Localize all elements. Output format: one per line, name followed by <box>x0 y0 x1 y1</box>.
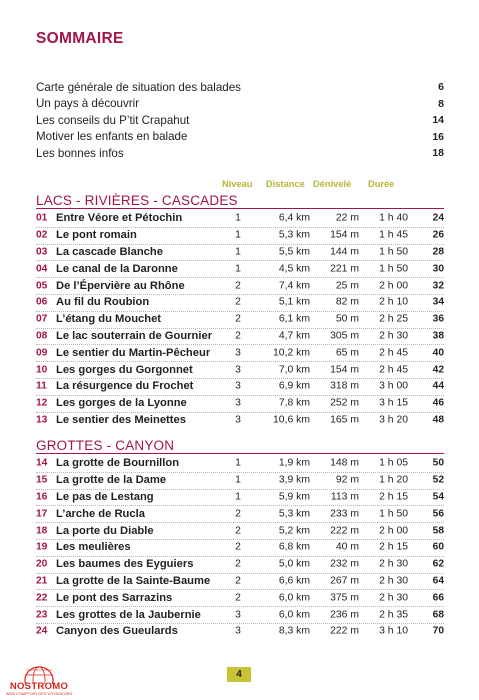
walk-elevation: 50 m <box>335 313 359 325</box>
logo-wordmark: NOSTROMO <box>9 681 69 692</box>
toc-row[interactable] <box>36 455 444 472</box>
walk-duration: 2 h 10 <box>379 296 408 308</box>
toc-row[interactable] <box>36 378 444 395</box>
walk-level: 3 <box>235 380 241 392</box>
walk-distance: 3,9 km <box>278 474 310 486</box>
walk-page: 54 <box>432 491 444 503</box>
column-header-duree: Durée <box>368 179 395 189</box>
toc-row[interactable] <box>36 361 444 378</box>
walk-level: 2 <box>235 508 241 520</box>
toc-row[interactable] <box>36 260 444 277</box>
walk-elevation: 154 m <box>330 229 359 241</box>
walk-name: Les gorges du Gorgonnet <box>56 363 193 376</box>
walk-name: L’étang du Mouchet <box>56 313 162 326</box>
walk-elevation: 375 m <box>330 592 359 604</box>
walk-name: Les meulières <box>56 541 131 554</box>
walk-page: 56 <box>432 508 444 520</box>
intro-item-label: Un pays à découvrir <box>36 97 140 111</box>
page-title: SOMMAIRE <box>36 30 124 47</box>
walk-distance: 5,1 km <box>278 296 310 308</box>
walk-duration: 1 h 45 <box>379 229 408 241</box>
walk-duration: 2 h 00 <box>379 525 408 537</box>
item-number: 15 <box>36 474 48 486</box>
intro-item-page: 8 <box>438 97 444 110</box>
walk-page: 42 <box>432 364 444 376</box>
walk-page: 66 <box>432 592 444 604</box>
item-number: 19 <box>36 541 48 553</box>
section-divider <box>36 208 444 209</box>
walk-name: Les grottes de la Jaubernie <box>56 608 201 621</box>
toc-row[interactable] <box>36 395 444 412</box>
column-header-distance: Distance <box>266 179 305 189</box>
walk-duration: 2 h 30 <box>379 558 408 570</box>
column-header-denivele: Dénivelé <box>313 179 352 189</box>
walk-distance: 8,3 km <box>278 625 310 637</box>
walk-level: 1 <box>235 246 241 258</box>
walk-page: 68 <box>432 609 444 621</box>
walk-distance: 6,0 km <box>278 592 310 604</box>
walk-distance: 6,9 km <box>278 380 310 392</box>
toc-row[interactable] <box>36 556 444 573</box>
walk-level: 2 <box>235 541 241 553</box>
toc-row[interactable] <box>36 328 444 345</box>
intro-item-label: Les conseils du P’tit Crapahut <box>36 113 190 127</box>
toc-row[interactable] <box>36 505 444 522</box>
intro-list <box>36 79 444 162</box>
walk-elevation: 165 m <box>330 414 359 426</box>
walk-distance: 6,8 km <box>278 541 310 553</box>
item-number: 09 <box>36 347 48 359</box>
intro-item-label: Carte générale de situation des balades <box>36 80 241 94</box>
walk-duration: 1 h 05 <box>379 457 408 469</box>
toc-row[interactable] <box>36 210 444 227</box>
item-number: 06 <box>36 296 48 308</box>
walk-duration: 2 h 45 <box>379 364 408 376</box>
toc-row[interactable] <box>36 344 444 361</box>
toc-row[interactable] <box>36 412 444 429</box>
item-number: 07 <box>36 313 48 325</box>
walk-elevation: 25 m <box>335 280 359 292</box>
intro-item-page: 6 <box>438 81 444 94</box>
walk-elevation: 267 m <box>330 575 359 587</box>
walk-distance: 5,5 km <box>278 246 310 258</box>
walk-name: Canyon des Gueulards <box>56 625 178 638</box>
walk-page: 52 <box>432 474 444 486</box>
toc-row[interactable] <box>36 589 444 606</box>
walk-level: 1 <box>235 263 241 275</box>
intro-item-page: 16 <box>432 130 444 143</box>
walk-name: Entre Véore et Pétochin <box>56 212 183 225</box>
intro-item[interactable] <box>36 145 444 162</box>
walk-page: 36 <box>432 313 444 325</box>
item-number: 21 <box>36 575 48 587</box>
walk-duration: 1 h 50 <box>379 263 408 275</box>
walk-level: 1 <box>235 212 241 224</box>
item-number: 17 <box>36 508 48 520</box>
intro-item-label: Motiver les enfants en balade <box>36 130 188 144</box>
walk-elevation: 233 m <box>330 508 359 520</box>
item-number: 20 <box>36 558 48 570</box>
walk-duration: 1 h 40 <box>379 212 408 224</box>
walk-level: 2 <box>235 296 241 308</box>
walk-page: 60 <box>432 541 444 553</box>
walk-elevation: 222 m <box>330 625 359 637</box>
walk-duration: 2 h 30 <box>379 575 408 587</box>
walk-elevation: 22 m <box>335 212 359 224</box>
walk-name: Au fil du Roubion <box>56 296 150 309</box>
toc-row[interactable] <box>36 277 444 294</box>
section-title: GROTTES - CANYON <box>36 438 175 453</box>
item-number: 01 <box>36 212 48 224</box>
walk-level: 2 <box>235 313 241 325</box>
walk-name: L’arche de Rucla <box>56 507 145 520</box>
item-number: 03 <box>36 246 48 258</box>
toc-row[interactable] <box>36 489 444 506</box>
item-number: 13 <box>36 414 48 426</box>
walk-level: 2 <box>235 280 241 292</box>
walk-page: 24 <box>432 212 444 224</box>
walk-distance: 1,9 km <box>278 457 310 469</box>
walk-page: 58 <box>432 525 444 537</box>
walk-level: 3 <box>235 364 241 376</box>
walk-distance: 6,0 km <box>278 609 310 621</box>
walk-distance: 7,4 km <box>278 280 310 292</box>
walk-distance: 4,5 km <box>278 263 310 275</box>
walk-page: 40 <box>432 347 444 359</box>
column-headers <box>0 179 479 193</box>
walk-page: 64 <box>432 575 444 587</box>
walk-duration: 3 h 00 <box>379 380 408 392</box>
item-number: 14 <box>36 457 48 469</box>
item-number: 24 <box>36 625 48 637</box>
walk-name: Le pont des Sarrazins <box>56 591 173 604</box>
walk-elevation: 232 m <box>330 558 359 570</box>
walk-name: La résurgence du Frochet <box>56 380 194 393</box>
item-number: 23 <box>36 609 48 621</box>
walk-duration: 1 h 50 <box>379 246 408 258</box>
item-number: 18 <box>36 525 48 537</box>
walk-level: 3 <box>235 625 241 637</box>
walk-elevation: 221 m <box>330 263 359 275</box>
walk-distance: 5,2 km <box>278 525 310 537</box>
walk-elevation: 236 m <box>330 609 359 621</box>
nostromo-logo <box>3 664 75 699</box>
walk-level: 3 <box>235 609 241 621</box>
walk-page: 28 <box>432 246 444 258</box>
walk-name: Les gorges de la Lyonne <box>56 397 187 410</box>
walk-distance: 5,0 km <box>278 558 310 570</box>
walk-name: La grotte de la Dame <box>56 474 167 487</box>
walk-elevation: 144 m <box>330 246 359 258</box>
walk-page: 50 <box>432 457 444 469</box>
walk-page: 26 <box>432 229 444 241</box>
walk-distance: 7,0 km <box>278 364 310 376</box>
item-number: 11 <box>36 380 47 392</box>
item-number: 02 <box>36 229 48 241</box>
walk-name: Les baumes des Eyguiers <box>56 558 194 571</box>
section-divider <box>36 453 444 454</box>
walk-distance: 5,9 km <box>278 491 310 503</box>
walk-level: 1 <box>235 229 241 241</box>
walk-elevation: 82 m <box>335 296 359 308</box>
walk-page: 32 <box>432 280 444 292</box>
walk-name: Le sentier du Martin-Pêcheur <box>56 346 211 359</box>
walk-level: 2 <box>235 525 241 537</box>
logo-tagline: WEB COMPTOIR DES VOYAGEURS <box>5 692 73 696</box>
walk-name: Le pas de Lestang <box>56 490 154 503</box>
walk-duration: 2 h 30 <box>379 592 408 604</box>
toc-row[interactable] <box>36 244 444 261</box>
item-number: 10 <box>36 364 48 376</box>
walk-elevation: 305 m <box>330 330 359 342</box>
walk-duration: 1 h 50 <box>379 508 408 520</box>
column-header-niveau: Niveau <box>222 179 253 189</box>
walk-duration: 2 h 35 <box>379 609 408 621</box>
walk-elevation: 92 m <box>335 474 359 486</box>
walk-distance: 6,4 km <box>278 212 310 224</box>
walk-elevation: 148 m <box>330 457 359 469</box>
toc-row[interactable] <box>36 227 444 244</box>
walk-duration: 3 h 10 <box>379 625 408 637</box>
walk-elevation: 40 m <box>335 541 359 553</box>
walk-page: 30 <box>432 263 444 275</box>
walk-distance: 10,2 km <box>273 347 310 359</box>
walk-level: 2 <box>235 575 241 587</box>
walk-elevation: 113 m <box>330 491 359 503</box>
walk-duration: 2 h 15 <box>379 491 408 503</box>
toc-row[interactable] <box>36 573 444 590</box>
toc-row[interactable] <box>36 522 444 539</box>
walk-duration: 2 h 15 <box>379 541 408 553</box>
walk-page: 48 <box>432 414 444 426</box>
walk-level: 1 <box>235 457 241 469</box>
walk-distance: 5,3 km <box>278 229 310 241</box>
walk-name: La grotte de la Sainte-Baume <box>56 574 211 587</box>
intro-item-label: Les bonnes infos <box>36 146 124 160</box>
walk-name: Le pont romain <box>56 229 137 242</box>
walk-distance: 10,6 km <box>273 414 310 426</box>
walk-level: 2 <box>235 558 241 570</box>
section-title: LACS - RIVIÈRES - CASCADES <box>36 193 238 208</box>
intro-item[interactable] <box>36 112 444 129</box>
toc-row[interactable] <box>36 472 444 489</box>
item-number: 08 <box>36 330 48 342</box>
walk-elevation: 252 m <box>330 397 359 409</box>
toc-row[interactable] <box>36 311 444 328</box>
item-number: 05 <box>36 280 48 292</box>
walk-page: 62 <box>432 558 444 570</box>
walk-level: 2 <box>235 330 241 342</box>
walk-duration: 3 h 15 <box>379 397 408 409</box>
walk-distance: 5,3 km <box>278 508 310 520</box>
walk-duration: 2 h 25 <box>379 313 408 325</box>
walk-name: La porte du Diable <box>56 524 154 537</box>
walk-level: 3 <box>235 347 241 359</box>
walk-distance: 6,1 km <box>278 313 310 325</box>
walk-name: Le canal de la Daronne <box>56 262 178 275</box>
intro-item-page: 14 <box>432 114 444 127</box>
walk-name: La grotte de Bournillon <box>56 457 180 470</box>
walk-level: 1 <box>235 474 241 486</box>
walk-duration: 2 h 45 <box>379 347 408 359</box>
toc-row[interactable] <box>36 623 444 640</box>
walk-duration: 3 h 20 <box>379 414 408 426</box>
walk-elevation: 154 m <box>330 364 359 376</box>
walk-elevation: 65 m <box>335 347 359 359</box>
walk-page: 34 <box>432 296 444 308</box>
walk-name: Le sentier des Meinettes <box>56 413 186 426</box>
walk-elevation: 318 m <box>330 380 359 392</box>
item-number: 16 <box>36 491 48 503</box>
intro-item[interactable] <box>36 129 444 146</box>
walk-page: 70 <box>432 625 444 637</box>
walk-page: 38 <box>432 330 444 342</box>
walk-elevation: 222 m <box>330 525 359 537</box>
walk-level: 3 <box>235 414 241 426</box>
walk-name: De l’Épervière au Rhône <box>56 279 185 292</box>
intro-item[interactable] <box>36 96 444 113</box>
walk-page: 44 <box>432 380 444 392</box>
page-number: 4 <box>227 667 251 682</box>
walk-distance: 7,8 km <box>278 397 310 409</box>
item-number: 12 <box>36 397 48 409</box>
walk-level: 2 <box>235 592 241 604</box>
walk-duration: 2 h 00 <box>379 280 408 292</box>
walk-page: 46 <box>432 397 444 409</box>
walk-duration: 2 h 30 <box>379 330 408 342</box>
walk-level: 1 <box>235 491 241 503</box>
walk-name: La cascade Blanche <box>56 245 163 258</box>
item-number: 22 <box>36 592 48 604</box>
walk-distance: 4,7 km <box>278 330 310 342</box>
toc-row[interactable] <box>36 606 444 623</box>
item-number: 04 <box>36 263 48 275</box>
toc-row[interactable] <box>36 294 444 311</box>
intro-item[interactable] <box>36 79 444 96</box>
toc-row[interactable] <box>36 539 444 556</box>
walk-duration: 1 h 20 <box>379 474 408 486</box>
walk-name: Le lac souterrain de Gournier <box>56 329 213 342</box>
walk-distance: 6,6 km <box>278 575 310 587</box>
walk-level: 3 <box>235 397 241 409</box>
intro-item-page: 18 <box>432 147 444 160</box>
